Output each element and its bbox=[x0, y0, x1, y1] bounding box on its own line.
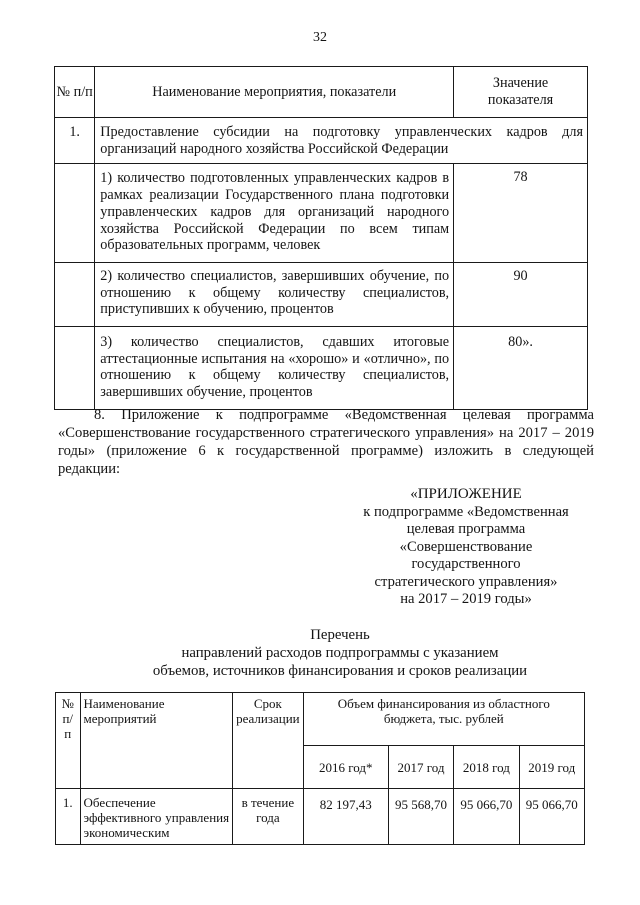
row-value: 95 568,70 bbox=[388, 789, 453, 845]
page-number: 32 bbox=[313, 30, 327, 45]
appendix-line: «Совершенствование bbox=[399, 538, 533, 555]
list-subtitle: направлений расходов подпрограммы с указанием bbox=[181, 645, 499, 661]
table-header-row bbox=[56, 693, 585, 746]
list-title: Перечень bbox=[310, 627, 370, 643]
row-name: 2) количество специалистов, завершивших обучение, по отношению к общему количеству специалистов, приступивших к обучению, процентов bbox=[95, 262, 454, 326]
row-term: в течение года bbox=[233, 789, 304, 845]
row-name: Обеспечение эффективного управления экономическим bbox=[80, 789, 233, 845]
row-value: 95 066,70 bbox=[454, 789, 519, 845]
header-year: 2017 год bbox=[388, 746, 453, 789]
header-term: Срок реализации bbox=[233, 693, 304, 789]
row-value: 80». bbox=[454, 327, 588, 410]
appendix-line: стратегического управления» bbox=[374, 573, 558, 590]
header-funding: Объем финансирования из областного бюджета, тыс. рублей bbox=[303, 693, 584, 746]
table-header-row bbox=[55, 67, 588, 118]
row-name: 3) количество специалистов, сдавших итоговые аттестационные испытания на «хорошо» и «отлично», по отношению к общему количеству специалистов, завершивших обучение, процентов bbox=[95, 327, 454, 410]
row-value: 90 bbox=[454, 262, 588, 326]
appendix-line: целевая программа bbox=[406, 521, 526, 537]
row-num-empty bbox=[55, 327, 95, 410]
table-row bbox=[56, 789, 585, 845]
section-row bbox=[55, 118, 588, 164]
appendix-line: «ПРИЛОЖЕНИЕ bbox=[410, 486, 522, 502]
header-num: № п/п bbox=[55, 67, 95, 118]
row-value: 82 197,43 bbox=[303, 789, 388, 845]
indicators-table bbox=[54, 66, 588, 410]
appendix-line: к подпрограмме «Ведомственная bbox=[363, 503, 569, 520]
appendix-line: государственного bbox=[411, 556, 521, 572]
header-year: 2018 год bbox=[454, 746, 519, 789]
row-num: 1. bbox=[56, 789, 81, 845]
funding-table bbox=[55, 692, 585, 845]
row-name: 1) количество подготовленных управленческих кадров в рамках реализации Государственного плана подготовки управленческих кадров для организаций народного хозяйства Российской Федерации по всем типам образовательных программ, человек bbox=[95, 164, 454, 263]
header-num: № п/п bbox=[56, 693, 81, 789]
list-subtitle: объемов, источников финансирования и сроков реализации bbox=[152, 663, 528, 679]
section-title: Предоставление субсидии на подготовку управленческих кадров для организаций народного хозяйства Российской Федерации bbox=[95, 118, 588, 164]
table-row bbox=[55, 327, 588, 410]
header-value: Значение показателя bbox=[454, 67, 588, 118]
appendix-line: на 2017 – 2019 годы» bbox=[400, 591, 532, 607]
table-row bbox=[55, 262, 588, 326]
row-value: 95 066,70 bbox=[519, 789, 584, 845]
header-year: 2016 год* bbox=[303, 746, 388, 789]
table-row bbox=[55, 164, 588, 263]
row-value: 78 bbox=[454, 164, 588, 263]
row-num-empty bbox=[55, 262, 95, 326]
appendix-header bbox=[336, 486, 596, 609]
header-year: 2019 год bbox=[519, 746, 584, 789]
header-name: Наименование мероприятий bbox=[80, 693, 233, 789]
amendment-paragraph: 8. Приложение к подпрограмме «Ведомственная целевая программа «Совершенствование государственного стратегического управления» на 2017 – 2019 годы» (приложение 6 к государственной программе) изложить в следующей редакции: bbox=[58, 407, 594, 477]
header-name: Наименование мероприятия, показатели bbox=[95, 67, 454, 118]
section-num: 1. bbox=[55, 118, 95, 164]
list-title-block bbox=[90, 626, 590, 680]
row-num-empty bbox=[55, 164, 95, 263]
